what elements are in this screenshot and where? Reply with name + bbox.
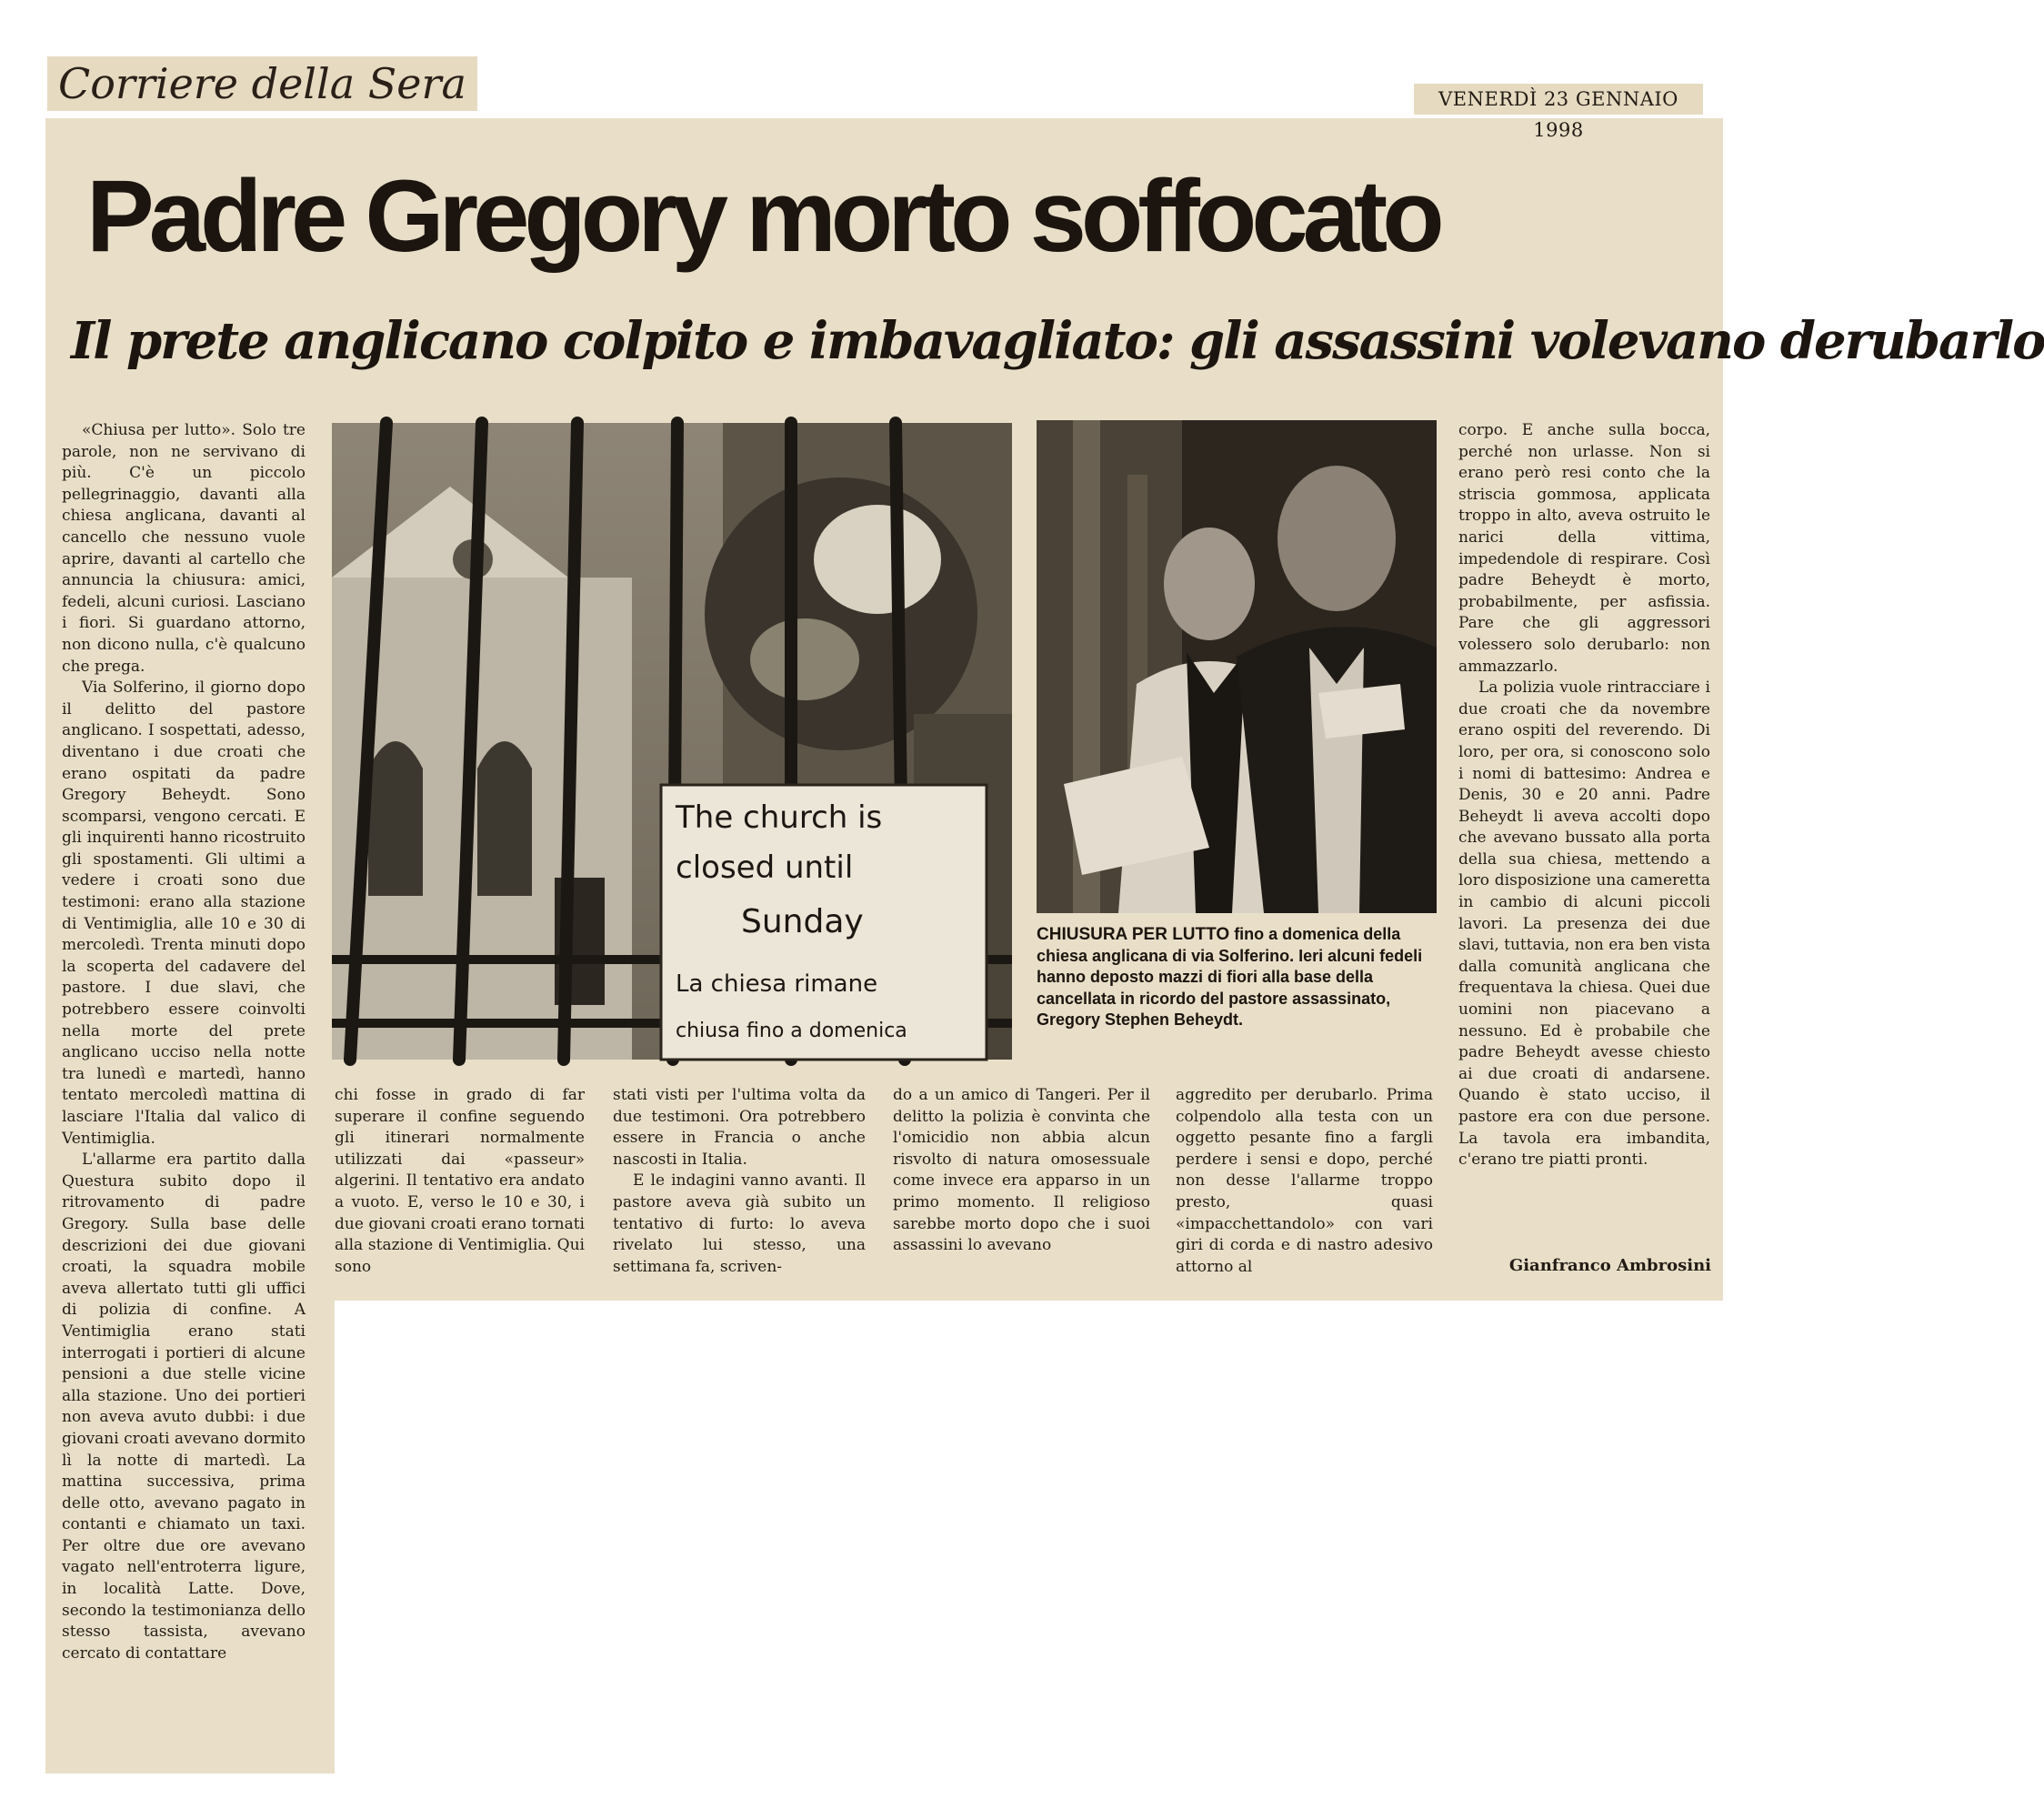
article-column-5 (1176, 1085, 1433, 1278)
paragraph: La polizia vuole rintracciare i due croati che da novembre erano ospiti del reverendo. Di loro, per ora, si conoscono solo i nomi di battesimo: Andrea e Denis, 30 e 20 anni. Padre Beheydt li aveva accolti dopo che avevano bussato alla porta della sua chiesa, mettendo a loro disposizione una cameretta in cambio di alcuni piccoli lavori. La presenza dei due slavi, tuttavia, non era ben vista dalla comunità anglicana che frequentava la chiesa. Quei due uomini non piacevano a nessuno. Ed è probabile che padre Beheydt avesse chiesto ai due croati di andarsene. Quando è stato ucciso, il pastore era con due persone. La tavola era imbandita, c'erano tre piatti pronti. (1458, 678, 1710, 1170)
paragraph: stati visti per l'ultima volta da due testimoni. Ora potrebbero essere in Francia o anche nascosti in Italia. (613, 1086, 866, 1169)
sign-text-line: closed until (676, 849, 854, 886)
masthead: Corriere della Sera (47, 56, 477, 111)
sign-text-line: La chiesa rimane (676, 970, 878, 998)
article-column-2 (335, 1085, 585, 1278)
subheadline: Il prete anglicano colpito e imbavagliato: gli assassini volevano derubarlo (71, 311, 2044, 371)
article-column-6 (1458, 420, 1710, 1171)
paragraph: corpo. E anche sulla bocca, perché non urlasse. Non si erano però resi conto che la striscia gommosa, applicata troppo in alto, aveva ostruito le narici della vittima, impedendole di respirare. Così padre Beheydt è morto, probabilmente, per asfissia. Pare che gli aggressori volessero solo derubarlo: non ammazzarlo. (1458, 421, 1710, 676)
photo-caption (1037, 924, 1437, 1031)
mourners-photo (1037, 420, 1437, 913)
church-gate-photo (332, 423, 1012, 1060)
paragraph: do a un amico di Tangeri. Per il delitto la polizia è convinta che l'omicidio non abbia alcun risvolto di natura omosessuale come invece era apparso in un primo momento. Il religioso sarebbe morto dopo che i suoi assassini lo avevano (893, 1086, 1150, 1255)
caption-text: fino a domenica della chiesa anglicana di via Solferino. Ieri alcuni fedeli hanno deposto mazzi di fiori alla base della cancellata in ricordo del pastore assassinato, Gregory Stephen Beheydt. (1037, 925, 1423, 1029)
author-byline: Gianfranco Ambrosini (1508, 1256, 1711, 1275)
article-column-4 (893, 1085, 1150, 1257)
publication-date: VENERDÌ 23 GENNAIO 1998 (1414, 84, 1703, 115)
headline: Padre Gregory morto soffocato (86, 159, 1439, 273)
paragraph: aggredito per derubarlo. Prima colpendolo alla testa con un oggetto pesante fino a fargli perdere i sensi e dopo, perché non desse l'allarme troppo presto, quasi «impacchettandolo» con vari giri di corda e di nastro adesivo attorno al (1176, 1086, 1433, 1276)
sign-text-line: The church is (676, 799, 883, 836)
sign-text-line: Sunday (741, 903, 864, 940)
article-column-1 (62, 420, 306, 1664)
paragraph: E le indagini vanno avanti. Il pastore aveva già subito un tentativo di furto: lo aveva rivelato lui stesso, una settimana fa, scriven- (613, 1171, 866, 1276)
paragraph: L'allarme era partito dalla Questura subito dopo il ritrovamento di padre Gregory. Sulla base delle descrizioni dei due giovani croati, la squadra mobile aveva allertato tutti gli uffici di polizia di confine. A Ventimiglia erano stati interrogati i portieri di alcune pensioni a due stelle vicine alla stazione. Uno dei portieri non aveva avuto dubbi: i due giovani croati avevano dormito lì la notte di martedì. La mattina successiva, prima delle otto, avevano pagato in contanti e chiamato un taxi. Per oltre due ore avevano vagato nell'entroterra ligure, in località Latte. Dove, secondo la testimonianza dello stesso tassista, avevano cercato di contattare (62, 1151, 306, 1663)
paragraph: «Chiusa per lutto». Solo tre parole, non ne servivano di più. C'è un piccolo pellegrinaggio, davanti alla chiesa anglicana, davanti al cancello che nessuno vuole aprire, davanti al cartello che annuncia la chiusura: amici, fedeli, alcuni curiosi. Lasciano i fiori. Si guardano attorno, non dicono nulla, c'è qualcuno che prega. (62, 421, 306, 676)
caption-lead: CHIUSURA PER LUTTO (1037, 925, 1230, 944)
sign-text-line: chiusa fino a domenica (676, 1020, 907, 1042)
paragraph: Via Solferino, il giorno dopo il delitto del pastore anglicano. I sospettati, adesso, diventano i due croati che erano ospitati da padre Gregory Beheydt. Sono scomparsi, vengono cercati. E gli inquirenti hanno ricostruito gli spostamenti. Gli ultimi a vedere i croati sono due testimoni: erano alla stazione di Ventimiglia, alle 10 e 30 di mercoledì. Trenta minuti dopo la scoperta del cadavere del pastore. I due slavi, che potrebbero essere coinvolti nella morte del prete anglicano ucciso nella notte tra lunedì e martedì, hanno tentato mercoledì mattina di lasciare l'Italia dal valico di Ventimiglia. (62, 678, 306, 1148)
article-column-3 (613, 1085, 866, 1278)
paragraph: chi fosse in grado di far superare il confine seguendo gli itinerari normalmente utilizzati dai «passeur» algerini. Il tentativo era andato a vuoto. E, verso le 10 e 30, i due giovani croati erano tornati alla stazione di Ventimiglia. Qui sono (335, 1086, 585, 1276)
